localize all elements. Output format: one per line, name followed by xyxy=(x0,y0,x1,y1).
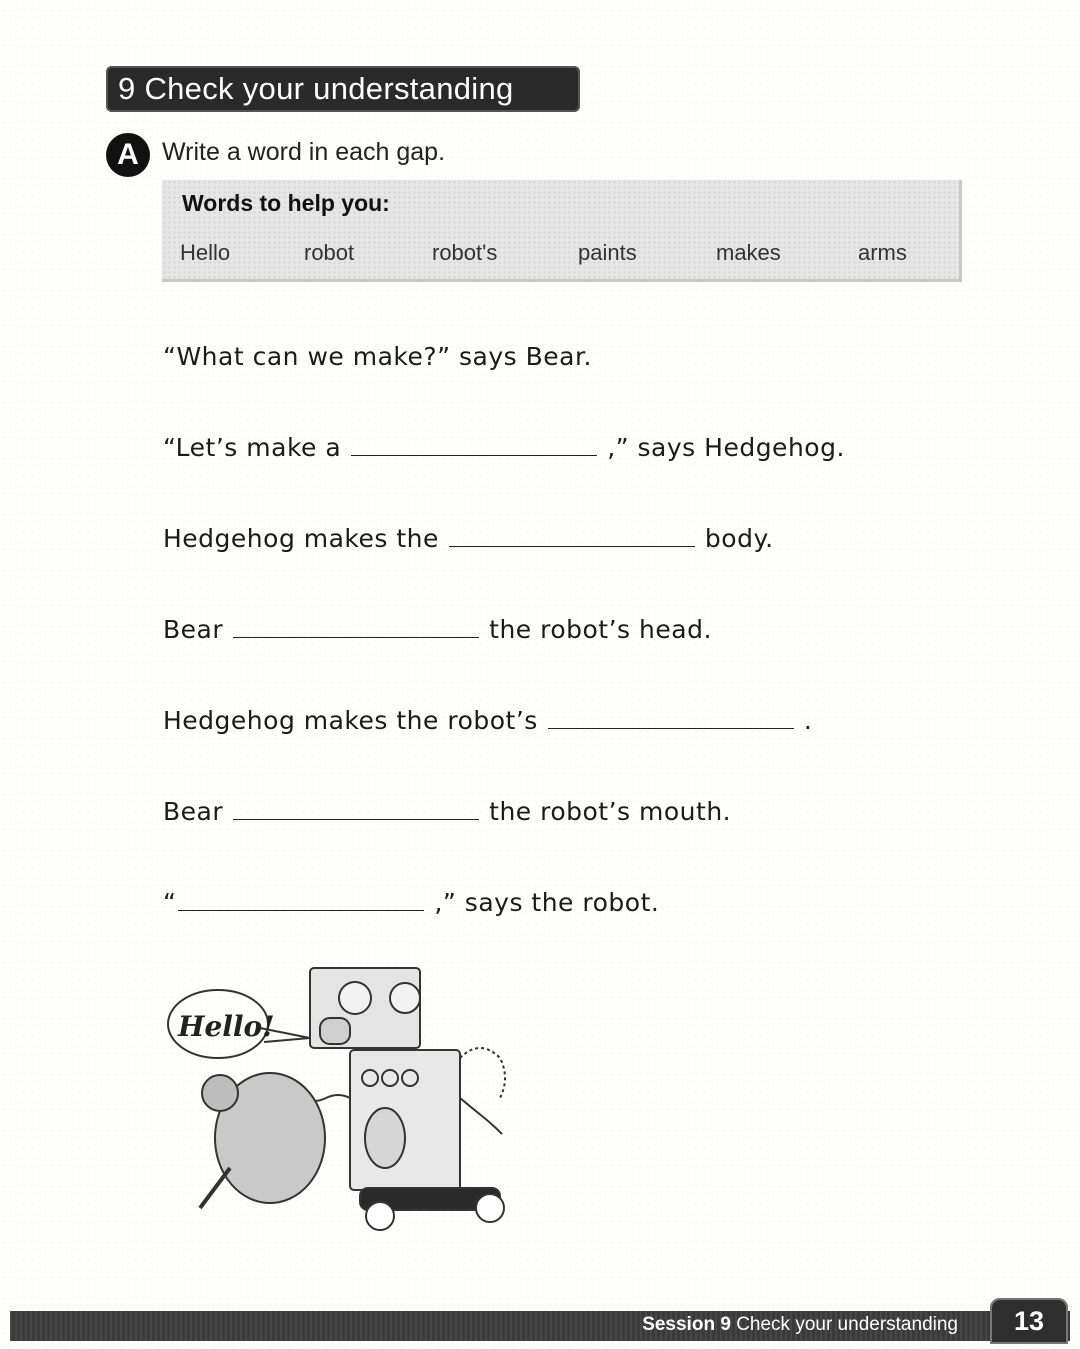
page-footer xyxy=(10,1311,1070,1341)
robot-eye xyxy=(339,982,371,1014)
footer-session-title: Check your understanding xyxy=(736,1314,958,1335)
word-bank-title: Words to help you: xyxy=(182,190,390,216)
answer-gap[interactable] xyxy=(233,818,479,820)
sentence-before: “ xyxy=(163,888,177,917)
sentence-after: body. xyxy=(704,524,774,553)
sentence-before: Bear xyxy=(163,797,224,826)
sentence-2 xyxy=(163,433,845,462)
answer-gap[interactable] xyxy=(449,545,695,547)
sentence-4 xyxy=(163,615,712,644)
robot-eye xyxy=(390,983,420,1013)
activity-letter-badge: A xyxy=(106,133,150,177)
sentence-before: Bear xyxy=(163,615,224,644)
speech-text: Hello! xyxy=(178,1010,275,1043)
robot-mouth xyxy=(320,1018,350,1044)
sentence-after: the robot’s head. xyxy=(489,615,712,644)
activity-instruction: Write a word in each gap. xyxy=(162,138,446,166)
word-bank-word: Hello xyxy=(180,240,231,265)
section-title-bar xyxy=(106,66,580,112)
word-bank-box xyxy=(162,180,962,282)
bear-hedgehog-robot-illustration xyxy=(160,958,540,1258)
sentence-after: . xyxy=(803,706,813,735)
word-bank-word: arms xyxy=(858,240,907,265)
footer-session-label: Session 9 xyxy=(642,1314,731,1335)
robot-door xyxy=(365,1108,405,1168)
word-bank-word: robot xyxy=(304,240,355,265)
robot-wheel xyxy=(476,1194,504,1222)
paintbrush xyxy=(200,1168,230,1208)
sentence-5 xyxy=(163,706,812,735)
answer-gap[interactable] xyxy=(178,909,424,911)
page-number: 13 xyxy=(990,1298,1068,1344)
hedgehog xyxy=(460,1048,505,1098)
sentence-after: ,” says Hedgehog. xyxy=(607,433,845,462)
sentence-before: Hedgehog makes the xyxy=(163,524,439,553)
word-bank-word: paints xyxy=(578,240,637,265)
robot-wheel xyxy=(366,1202,394,1230)
sentence-6 xyxy=(163,797,731,826)
robot-arm xyxy=(460,1098,502,1134)
answer-gap[interactable] xyxy=(233,636,479,638)
sentence-before: Hedgehog makes the robot’s xyxy=(163,706,538,735)
word-bank-word: robot's xyxy=(432,240,498,265)
word-bank-word: makes xyxy=(716,240,781,265)
bear-ear xyxy=(202,1075,238,1111)
sentence-after: ,” says the robot. xyxy=(434,888,660,917)
answer-gap[interactable] xyxy=(548,727,794,729)
sentence-3 xyxy=(163,524,774,553)
sentence-7 xyxy=(163,888,659,917)
sentence-text: “What can we make?” says Bear. xyxy=(163,342,592,371)
sentence-before: “Let’s make a xyxy=(163,433,342,462)
answer-gap[interactable] xyxy=(351,454,597,456)
page-title: 9 Check your understanding xyxy=(118,71,514,106)
footer-text xyxy=(642,1314,958,1336)
sentence-1 xyxy=(163,342,592,371)
sentence-after: the robot’s mouth. xyxy=(489,797,732,826)
